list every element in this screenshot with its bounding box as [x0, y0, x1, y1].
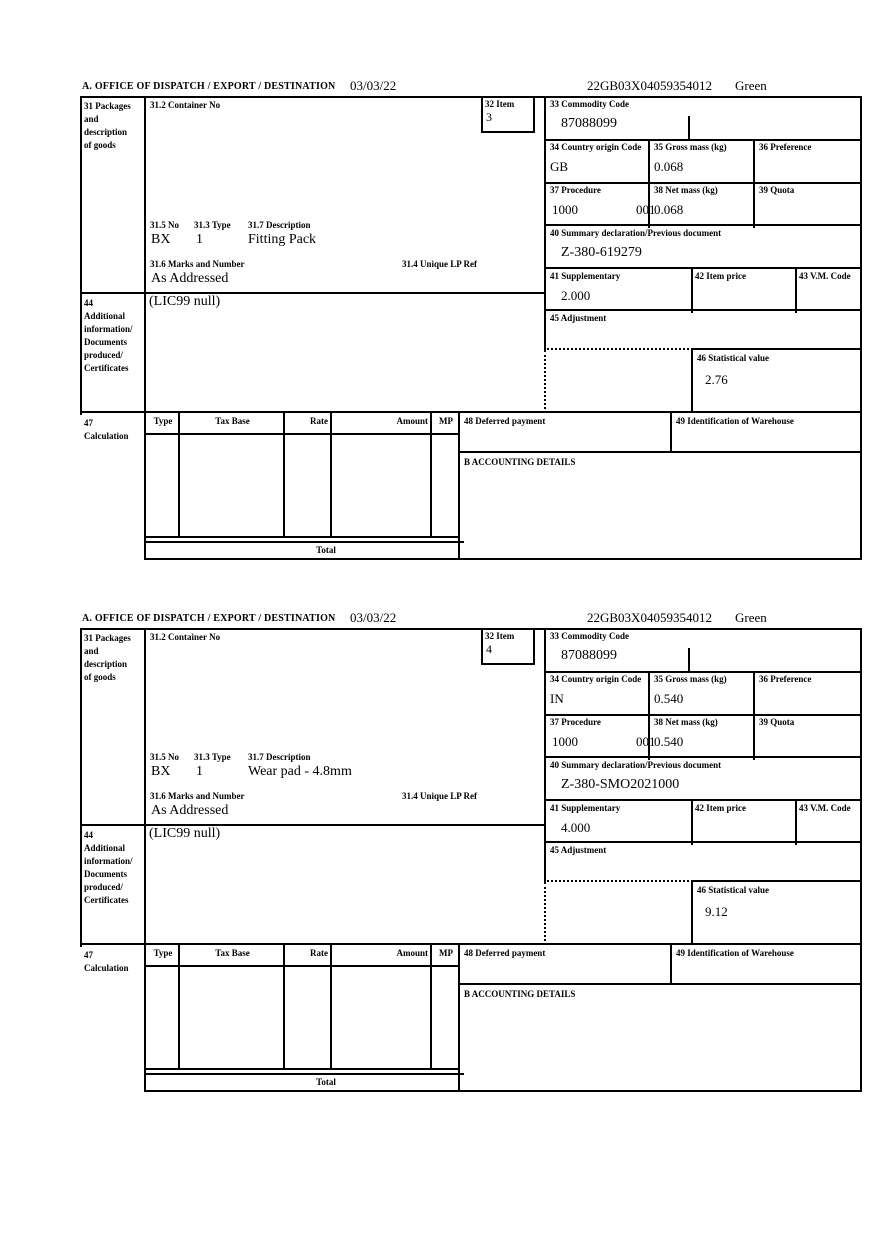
commodity-code-value: 87088099 [561, 648, 617, 663]
marks-number-value: As Addressed [151, 271, 229, 286]
quota-label: 39 Quota [759, 717, 795, 727]
box40-bottom-border [544, 799, 862, 801]
marks-number-label: 31.6 Marks and Number [150, 791, 245, 801]
previous-document-value: Z-380-SMO2021000 [561, 777, 680, 792]
preference-label: 36 Preference [759, 674, 812, 684]
calc-header-mp: MP [439, 416, 453, 426]
warehouse-id-label: 49 Identification of Warehouse [676, 948, 794, 958]
procedure-label: 37 Procedure [550, 717, 601, 727]
col42-divider [691, 799, 693, 845]
adjustment-label: 45 Adjustment [550, 845, 607, 855]
commodity-code-label: 33 Commodity Code [550, 631, 629, 641]
col49-divider [670, 943, 672, 985]
col36-divider [753, 671, 755, 760]
col42-divider [691, 267, 693, 313]
package-no-label: 31.5 No [150, 752, 179, 762]
package-type-label: 31.3 Type [194, 752, 231, 762]
item-price-label: 42 Item price [695, 803, 746, 813]
gross-mass-label: 35 Gross mass (kg) [654, 674, 727, 684]
previous-document-label: 40 Summary declaration/Previous document [550, 228, 722, 238]
package-code-value: BX [151, 764, 171, 779]
border-left [80, 628, 82, 947]
row37-bottom-border [544, 756, 862, 758]
box32-right-border [533, 96, 535, 133]
box33-bottom-border [544, 139, 862, 141]
box47-label: 47 Calculation [84, 950, 129, 973]
net-mass-value: 0.540 [654, 734, 684, 749]
border-left [80, 96, 82, 415]
declaration-item-block-2 [80, 610, 862, 1092]
row41-bottom-border [544, 309, 862, 311]
box31-label: 31 Packages and description of goods [84, 633, 131, 682]
procedure-extra-value: 001 [636, 202, 656, 217]
accounting-details-label: B ACCOUNTING DETAILS [464, 989, 576, 999]
marks-number-label: 31.6 Marks and Number [150, 259, 245, 269]
procedure-extra-value: 001 [636, 734, 656, 749]
previous-document-value: Z-380-619279 [561, 245, 642, 260]
container-no-label: 31.2 Container No [150, 100, 221, 110]
office-of-dispatch-title: A. OFFICE OF DISPATCH / EXPORT / DESTINATION [82, 613, 336, 624]
item-number-value: 4 [486, 642, 492, 656]
dotted-vertical-line [544, 882, 546, 945]
commodity-code-value: 87088099 [561, 116, 617, 131]
deferred-payment-label: 48 Deferred payment [464, 416, 546, 426]
row37-bottom-border [544, 224, 862, 226]
commodity-code-label: 33 Commodity Code [550, 99, 629, 109]
calc-header-tax-base: Tax Base [215, 948, 250, 958]
calc-col-divider-1 [178, 943, 180, 1070]
supplementary-value: 2.000 [561, 288, 591, 303]
office-of-dispatch-title: A. OFFICE OF DISPATCH / EXPORT / DESTINATION [82, 81, 336, 92]
box31-label: 31 Packages and description of goods [84, 101, 131, 150]
statistical-value-label: 46 Statistical value [697, 885, 769, 895]
calc-col-divider-4 [430, 943, 432, 1070]
box33-bottom-border [544, 671, 862, 673]
item-price-label: 42 Item price [695, 271, 746, 281]
border-bottom [146, 1090, 862, 1092]
movement-reference-number: 22GB03X04059354012 [587, 610, 712, 625]
calc-col-divider-3 [330, 943, 332, 1070]
description-value: Fitting Pack [248, 232, 317, 247]
vm-code-label: 43 V.M. Code [799, 271, 851, 281]
country-origin-value: IN [550, 691, 564, 706]
border-right [860, 628, 862, 1092]
commodity-code-separator [688, 116, 690, 139]
deferred-payment-label: 48 Deferred payment [464, 948, 546, 958]
vm-code-label: 43 V.M. Code [799, 803, 851, 813]
calculation-row-divider [80, 943, 862, 945]
movement-reference-number: 22GB03X04059354012 [587, 78, 712, 93]
box46-top-border [691, 348, 862, 350]
country-origin-label: 34 Country origin Code [550, 674, 642, 684]
supplementary-label: 41 Supplementary [550, 271, 621, 281]
declaration-item-block-1 [80, 78, 862, 560]
border-top [80, 628, 862, 630]
description-value: Wear pad - 4.8mm [248, 764, 352, 779]
row34-bottom-border [544, 714, 862, 716]
accounting-details-label: B ACCOUNTING DETAILS [464, 457, 576, 467]
package-qty-value: 1 [196, 764, 203, 779]
additional-info-value: (LIC99 null) [149, 826, 221, 841]
box32-bottom-border [481, 131, 535, 133]
total-row-top-border [146, 541, 464, 543]
col36-divider [753, 139, 755, 228]
routing-status: Green [735, 610, 767, 625]
gross-mass-value: 0.068 [654, 159, 684, 174]
total-row-top-border [146, 1073, 464, 1075]
box46-left-border [691, 880, 693, 945]
procedure-value: 1000 001 [552, 734, 656, 749]
gross-mass-label: 35 Gross mass (kg) [654, 142, 727, 152]
calculation-row-divider [80, 411, 862, 413]
calc-body-bottom-border [146, 1068, 460, 1070]
calc-header-type: Type [153, 948, 173, 958]
dispatch-date: 03/03/22 [350, 78, 397, 93]
box47-label: 47 Calculation [84, 418, 129, 441]
package-type-label: 31.3 Type [194, 220, 231, 230]
box40-bottom-border [544, 267, 862, 269]
routing-status: Green [735, 78, 767, 93]
gross-mass-value: 0.540 [654, 691, 684, 706]
label-column-divider [144, 628, 146, 1092]
box32-left-border [481, 96, 483, 133]
package-code-value: BX [151, 232, 171, 247]
statistical-value: 2.76 [705, 372, 728, 387]
calc-col-divider-1 [178, 411, 180, 538]
package-no-label: 31.5 No [150, 220, 179, 230]
calc-total-label: Total [316, 1077, 336, 1087]
border-right [860, 96, 862, 560]
quota-label: 39 Quota [759, 185, 795, 195]
calc-header-rate: Rate [310, 416, 328, 426]
description-label: 31.7 Description [248, 220, 311, 230]
calc-col-divider-4 [430, 411, 432, 538]
item-number-label: 32 Item [485, 99, 515, 109]
block-header [80, 610, 862, 627]
statistical-value: 9.12 [705, 904, 728, 919]
calc-header-amount: Amount [396, 416, 428, 426]
row48-bottom-border [458, 983, 862, 985]
net-mass-value: 0.068 [654, 202, 684, 217]
description-label: 31.7 Description [248, 752, 311, 762]
border-bottom [146, 558, 862, 560]
net-mass-label: 38 Net mass (kg) [654, 717, 718, 727]
calc-header-tax-base: Tax Base [215, 416, 250, 426]
calc-col-divider-2 [283, 411, 285, 538]
calc-header-rate: Rate [310, 948, 328, 958]
adjustment-label: 45 Adjustment [550, 313, 607, 323]
col43-divider [795, 799, 797, 845]
col43-divider [795, 267, 797, 313]
container-no-label: 31.2 Container No [150, 632, 221, 642]
supplementary-label: 41 Supplementary [550, 803, 621, 813]
calc-total-label: Total [316, 545, 336, 555]
block-header [80, 78, 862, 95]
box44-label: 44 Additional information/ Documents produced/ Certificates [84, 830, 133, 905]
box46-left-border [691, 348, 693, 413]
row34-bottom-border [544, 182, 862, 184]
calc-col-divider-3 [330, 411, 332, 538]
procedure-value: 1000 001 [552, 202, 656, 217]
box32-left-border [481, 628, 483, 665]
box44-label: 44 Additional information/ Documents produced/ Certificates [84, 298, 133, 373]
supplementary-value: 4.000 [561, 820, 591, 835]
marks-number-value: As Addressed [151, 803, 229, 818]
preference-label: 36 Preference [759, 142, 812, 152]
box32-bottom-border [481, 663, 535, 665]
previous-document-label: 40 Summary declaration/Previous document [550, 760, 722, 770]
calc-body-bottom-border [146, 536, 460, 538]
calc-header-type: Type [153, 416, 173, 426]
dispatch-date: 03/03/22 [350, 610, 397, 625]
calc-header-amount: Amount [396, 948, 428, 958]
dotted-horizontal-line [544, 348, 693, 350]
col49-divider [670, 411, 672, 453]
net-mass-label: 38 Net mass (kg) [654, 185, 718, 195]
unique-lp-ref-label: 31.4 Unique LP Ref [402, 791, 478, 801]
item-number-value: 3 [486, 110, 492, 124]
country-origin-label: 34 Country origin Code [550, 142, 642, 152]
calc-header-bottom-border [146, 433, 460, 435]
dotted-horizontal-line [544, 880, 693, 882]
additional-info-value: (LIC99 null) [149, 294, 221, 309]
unique-lp-ref-label: 31.4 Unique LP Ref [402, 259, 478, 269]
country-origin-value: GB [550, 159, 569, 174]
row41-bottom-border [544, 841, 862, 843]
calc-col-divider-2 [283, 943, 285, 1070]
warehouse-id-label: 49 Identification of Warehouse [676, 416, 794, 426]
dotted-vertical-line [544, 350, 546, 413]
item-number-label: 32 Item [485, 631, 515, 641]
box32-right-border [533, 628, 535, 665]
package-qty-value: 1 [196, 232, 203, 247]
box46-top-border [691, 880, 862, 882]
border-top [80, 96, 862, 98]
label-column-divider [144, 96, 146, 560]
row48-bottom-border [458, 451, 862, 453]
statistical-value-label: 46 Statistical value [697, 353, 769, 363]
procedure-label: 37 Procedure [550, 185, 601, 195]
calc-header-mp: MP [439, 948, 453, 958]
commodity-code-separator [688, 648, 690, 671]
calc-header-bottom-border [146, 965, 460, 967]
